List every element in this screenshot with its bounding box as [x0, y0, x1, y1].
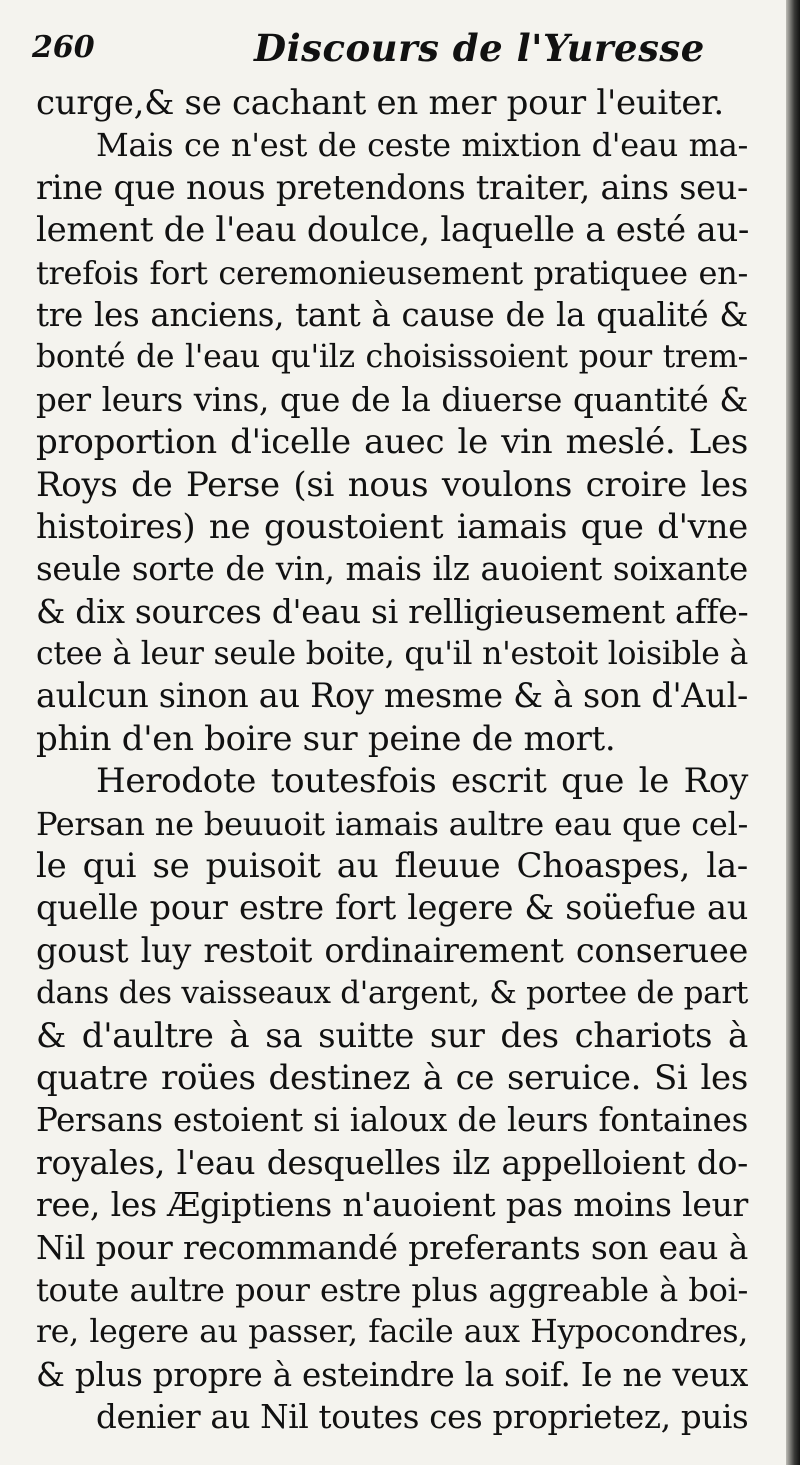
text-line: Persan ne beuuoit iamais aultre eau que cel-	[36, 804, 748, 843]
text-line: per leurs vins, que de la diuerse quantité &	[36, 380, 748, 419]
text-line: & plus propre à esteindre la soif. Ie ne veux	[36, 1355, 748, 1394]
text-line: denier au Nil toutes ces proprietez, puis	[96, 1398, 749, 1437]
text-line: histoires) ne goustoient iamais que d'vne	[36, 506, 748, 547]
binding-gutter	[786, 0, 800, 1465]
text-line: trefois fort ceremonieusement pratiquee en-	[36, 253, 748, 292]
text-line: dans des vaisseaux d'argent, & portee de part	[36, 975, 748, 1012]
text-line: Persans estoient si ialoux de leurs fontaines	[36, 1101, 748, 1140]
text-line: proportion d'icelle auec le vin meslé. Les	[36, 422, 748, 463]
text-line: ree, les Ægiptiens n'auoient pas moins leur	[36, 1185, 748, 1225]
text-line: quelle pour estre fort legere & soüefue au	[36, 888, 748, 928]
text-line: re, legere au passer, facile aux Hypocondres,	[36, 1314, 748, 1351]
text-line: Nil pour recommandé preferants son eau à	[36, 1227, 748, 1267]
text-line: toute aultre pour estre plus aggreable à boi-	[36, 1270, 748, 1309]
page-header	[32, 26, 752, 72]
text-line: & dix sources d'eau si relligieusement affe-	[36, 591, 749, 631]
text-line: quatre roües destinez à ce seruice. Si les	[36, 1057, 748, 1098]
text-line: goust luy restoit ordinairement conseruee	[36, 930, 748, 970]
text-line: curge,& se cachant en mer pour l'euiter.	[36, 83, 724, 123]
text-line: seule sorte de vin, mais ilz auoient soixante	[36, 550, 748, 589]
text-line: Mais ce n'est de ceste mixtion d'eau ma-	[96, 126, 748, 165]
text-line: tre les anciens, tant à cause de la qualité &	[36, 295, 748, 334]
text-line: royales, l'eau desquelles ilz appelloient do-	[36, 1142, 748, 1182]
text-line: lement de l'eau doulce, laquelle a esté au-	[36, 210, 750, 251]
running-title: Discours de l'Yuresse	[254, 26, 705, 70]
text-line: & d'aultre à sa suitte sur des chariots à	[36, 1015, 748, 1056]
text-line: Roys de Perse (si nous voulons croire les	[36, 464, 748, 505]
body-text	[36, 82, 748, 1439]
text-line: phin d'en boire sur peine de mort.	[36, 718, 616, 759]
page-number: 260	[32, 30, 95, 65]
text-line: le qui se puisoit au fleuue Choaspes, la-	[36, 846, 748, 887]
text-line: ctee à leur seule boite, qu'il n'estoit loisible à	[36, 636, 748, 673]
text-line: aulcun sinon au Roy mesme & à son d'Aul-	[36, 676, 749, 716]
text-line: bonté de l'eau qu'ilz choisissoient pour trem-	[36, 339, 748, 376]
text-line: rine que nous pretendons traiter, ains seu-	[36, 167, 748, 207]
text-line: Herodote toutesfois escrit que le Roy	[96, 761, 748, 802]
